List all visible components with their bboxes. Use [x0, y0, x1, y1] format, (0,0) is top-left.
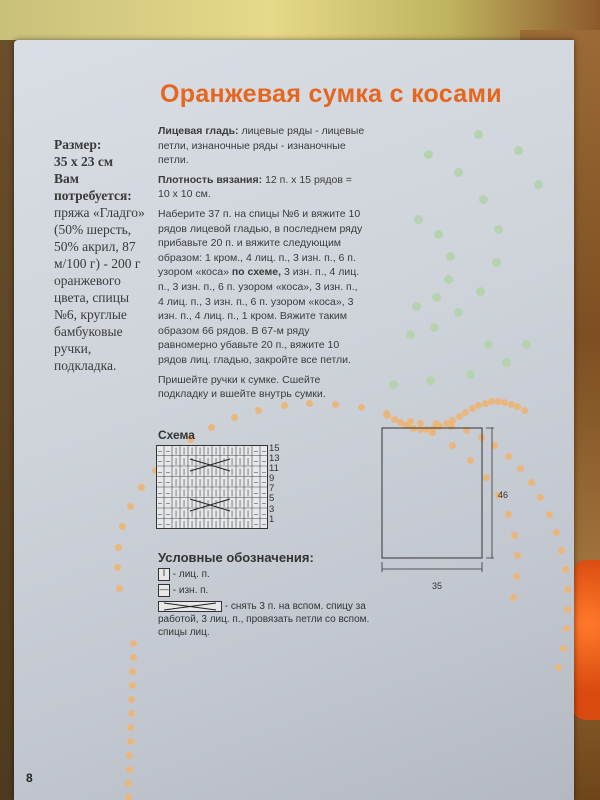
decorative-dot — [127, 503, 134, 510]
chart-knit-cell: | — [247, 479, 249, 487]
chart-knit-cell: | — [183, 490, 185, 497]
decorative-dot — [138, 484, 145, 491]
decorative-dot — [430, 323, 439, 332]
chart-knit-cell: | — [223, 448, 225, 455]
decorative-dot — [128, 696, 135, 703]
decorative-dot — [546, 511, 553, 518]
chart-knit-cell: | — [207, 500, 209, 508]
chart-purl-cell: – — [158, 479, 162, 487]
decorative-dot — [126, 766, 133, 773]
decorative-dot — [116, 585, 123, 592]
chart-knit-cell: | — [199, 448, 201, 455]
legend-title: Условные обозначения: — [158, 550, 314, 565]
instructions-bold: по схеме, — [231, 266, 282, 279]
chart-purl-cell: – — [158, 490, 162, 497]
chart-knit-cell: | — [199, 511, 201, 518]
chart-knit-cell: | — [215, 479, 217, 487]
chart-knit-cell: | — [207, 490, 209, 497]
legend-knit-text: - лиц. п. — [172, 569, 210, 581]
chart-knit-cell: | — [223, 469, 225, 476]
chart-knit-cell: | — [247, 500, 249, 508]
gauge-text: 12 п. х 15 рядов = 10 х 10 см. — [158, 173, 352, 201]
chart-knit-cell: | — [191, 458, 193, 466]
instructions-text-1: Наберите 37 п. на спицы №6 и вяжите 10 рядов лицевой гладью, в последнем ряду прибавьте 20 п. и вяжите следующим образом: 1 кром., 4 лиц. п., 3 изн. п., 6 п. узором «коса» — [158, 207, 363, 279]
chart-knit-cell: | — [223, 458, 225, 466]
needs-label: Вам потребуется: — [54, 171, 132, 203]
decorative-dot — [412, 302, 421, 311]
decorative-dot — [454, 308, 463, 317]
height-dimension-line — [486, 428, 494, 558]
chart-knit-cell: | — [231, 448, 233, 455]
chart-knit-cell: | — [207, 479, 209, 487]
row-number: 7 — [269, 483, 275, 495]
knit-symbol: I — [158, 568, 170, 581]
chart-knit-cell: | — [239, 479, 241, 487]
chart-knit-cell: | — [199, 490, 201, 497]
decorative-dot — [474, 130, 483, 139]
decorative-dot — [466, 370, 475, 379]
chart-knit-cell: | — [175, 511, 177, 518]
decorative-dot — [564, 586, 571, 593]
chart-purl-cell: – — [158, 458, 162, 466]
decorative-dot — [514, 552, 521, 559]
chart-knit-cell: | — [191, 500, 193, 508]
chart-knit-cell: | — [231, 490, 233, 497]
decorative-dot — [494, 225, 503, 234]
chart-purl-cell: – — [262, 448, 266, 455]
chart-knit-cell: | — [183, 479, 185, 487]
decorative-dot — [521, 407, 528, 414]
chart-knit-cell: | — [207, 511, 209, 518]
cable-symbol-icon — [158, 601, 222, 612]
chart-knit-cell: | — [223, 511, 225, 518]
size-value: 35 x 23 см — [54, 154, 114, 169]
chart-purl-cell: – — [158, 469, 162, 476]
chart-knit-cell: | — [231, 479, 233, 487]
decorative-dot — [488, 398, 495, 405]
decorative-dot — [505, 511, 512, 518]
chart-purl-cell: – — [254, 521, 258, 529]
legend-purl — [158, 584, 208, 597]
decorative-dot — [505, 453, 512, 460]
chart-knit-cell: | — [239, 511, 241, 518]
chart-knit-cell: | — [183, 521, 185, 529]
decorative-dot — [555, 664, 562, 671]
decorative-dot — [432, 293, 441, 302]
decorative-dot — [129, 682, 136, 689]
chart-knit-cell: | — [175, 490, 177, 497]
chart-knit-cell: | — [247, 469, 249, 476]
chart-knit-cell: | — [199, 479, 201, 487]
chart-knit-cell: | — [207, 469, 209, 476]
decorative-dot — [563, 625, 570, 632]
width-dimension-line — [382, 562, 482, 572]
decorative-dot — [564, 606, 571, 613]
chart-knit-cell: | — [199, 469, 201, 476]
decorative-dot — [553, 529, 560, 536]
chart-knit-cell: | — [247, 490, 249, 497]
decorative-dot — [127, 738, 134, 745]
chart-knit-cell: | — [199, 521, 201, 529]
decorative-dot — [127, 724, 134, 731]
decorative-dot — [454, 168, 463, 177]
yarn-ball — [572, 560, 600, 720]
chart-purl-cell: – — [262, 469, 266, 476]
chart-knit-cell: | — [183, 448, 185, 455]
chart-purl-cell: – — [254, 479, 258, 487]
chart-knit-cell: | — [215, 511, 217, 518]
decorative-dot — [426, 376, 435, 385]
chart-knit-cell: | — [231, 500, 233, 508]
row-number: 11 — [269, 463, 279, 475]
instructions-column — [158, 124, 366, 407]
decorative-dot — [125, 794, 132, 800]
decorative-dot — [130, 654, 137, 661]
decorative-dot — [558, 547, 565, 554]
chart-knit-cell: | — [183, 511, 185, 518]
decorative-dot — [434, 230, 443, 239]
chart-purl-cell: – — [262, 500, 266, 508]
chart-knit-cell: | — [239, 458, 241, 466]
chart-knit-cell: | — [239, 490, 241, 497]
decorative-dot — [462, 409, 469, 416]
chart-purl-cell: – — [158, 521, 162, 529]
decorative-dot — [534, 180, 543, 189]
decorative-dot — [128, 710, 135, 717]
chart-knit-cell: | — [191, 469, 193, 476]
legend-cable-text: - снять 3 п. на вспом. спицу за работой, 3 лиц. п., провязать петли со вспом. спицы лиц. — [158, 601, 370, 638]
chart-knit-cell: | — [223, 479, 225, 487]
chart-knit-cell: | — [183, 500, 185, 508]
chart-knit-cell: | — [223, 490, 225, 497]
chart-knit-cell: | — [175, 479, 177, 487]
chart-knit-cell: | — [191, 479, 193, 487]
row-number: 3 — [269, 503, 275, 515]
chart-purl-cell: – — [166, 511, 170, 518]
row-number: 1 — [269, 513, 275, 525]
chart-purl-cell: – — [254, 458, 258, 466]
chart-purl-cell: – — [166, 479, 170, 487]
legend-cable — [158, 600, 378, 639]
chart-purl-cell: – — [262, 458, 266, 466]
decorative-dot — [384, 412, 391, 419]
chart-purl-cell: – — [262, 521, 266, 529]
chart-knit-cell: | — [175, 469, 177, 476]
chart-purl-cell: – — [254, 500, 258, 508]
chart-knit-cell: | — [215, 521, 217, 529]
chart-purl-cell: – — [254, 448, 258, 455]
row-number: 5 — [269, 493, 275, 505]
decorative-dot — [446, 252, 455, 261]
decorative-dot — [514, 403, 521, 410]
row-number: 15 — [269, 443, 280, 454]
decorative-dot — [389, 380, 398, 389]
legend-purl-text: - изн. п. — [172, 585, 209, 597]
decorative-dot — [476, 287, 485, 296]
chart-knit-cell: | — [239, 500, 241, 508]
chart-knit-cell: | — [231, 511, 233, 518]
materials-text: пряжа «Гладго» (50% шерсть, 50% акрил, 87 м/100 г) - 200 г оранжевого цвета, спицы №6, круглые бамбуковые ручки, подкладка. — [54, 205, 145, 373]
decorative-dot — [208, 424, 215, 431]
decorative-dot — [514, 146, 523, 155]
size-label: Размер: — [54, 137, 102, 152]
chart-knit-cell: | — [191, 521, 193, 529]
decorative-dot — [119, 523, 126, 530]
chart-knit-cell: | — [215, 469, 217, 476]
stitch-text: лицевые ряды - лицевые петли, изнаночные ряды - изнаночные петли. — [158, 125, 365, 167]
chart-purl-cell: – — [158, 500, 162, 508]
chart-purl-cell: – — [254, 469, 258, 476]
chart-row-numbers — [269, 444, 280, 525]
chart-purl-cell: – — [166, 458, 170, 466]
chart-purl-cell: – — [262, 511, 266, 518]
legend-knit — [158, 568, 210, 581]
chart-knit-cell: | — [239, 521, 241, 529]
height-label: 46 — [498, 490, 509, 500]
chart-knit-cell: | — [231, 458, 233, 466]
decorative-dot — [444, 275, 453, 284]
decorative-dot — [130, 640, 137, 647]
chart-knit-cell: | — [247, 511, 249, 518]
chart-knit-cell: | — [207, 448, 209, 455]
decorative-dot — [424, 150, 433, 159]
decorative-dot — [126, 752, 133, 759]
chart-purl-cell: – — [166, 490, 170, 497]
bag-size-diagram — [374, 422, 504, 592]
width-label: 35 — [432, 581, 443, 591]
decorative-dot — [517, 465, 524, 472]
decorative-dot — [502, 358, 511, 367]
chart-purl-cell: – — [166, 521, 170, 529]
page-number: 8 — [26, 771, 33, 785]
instructions-text-2: 3 изн. п., 4 лиц. п., 3 изн. п., 6 п. узором «коса», 3 изн. п., 4 лиц. п., 3 изн. п., 6 п. узором «коса», 3 изн. п., 4 лиц. п., 1 кром. Вяжите таким образом 66 рядов. В 67-м ряду равномерно убавьте 20 п., вяжите 10 рядов лиц. гладью, закройте все петли. — [158, 266, 360, 366]
chart-knit-cell: | — [207, 458, 209, 466]
chart-knit-cell: | — [175, 500, 177, 508]
chart-knit-cell: | — [183, 469, 185, 476]
scheme-title: Схема — [158, 428, 195, 442]
finishing-paragraph: Пришейте ручки к сумке. Сшейте подкладку и вшейте внутрь сумки. — [158, 373, 326, 401]
knitting-chart — [156, 445, 268, 529]
chart-knit-cell: | — [175, 521, 177, 529]
decorative-dot — [513, 573, 520, 580]
chart-purl-cell: – — [254, 511, 258, 518]
decorative-dot — [475, 402, 482, 409]
chart-knit-cell: | — [223, 500, 225, 508]
decorative-dot — [560, 645, 567, 652]
chart-knit-cell: | — [207, 521, 209, 529]
decorative-dot — [511, 532, 518, 539]
chart-knit-cell: | — [239, 448, 241, 455]
decorative-dot — [522, 340, 531, 349]
decorative-dot — [414, 215, 423, 224]
decorative-dot — [528, 479, 535, 486]
bag-outline — [382, 428, 482, 558]
chart-knit-cell: | — [183, 458, 185, 466]
decorative-dot — [484, 340, 493, 349]
decorative-dot — [114, 564, 121, 571]
decorative-dot — [125, 780, 132, 787]
chart-knit-cell: | — [199, 458, 201, 466]
chart-knit-cell: | — [231, 521, 233, 529]
decorative-dot — [255, 407, 262, 414]
chart-knit-cell: | — [215, 490, 217, 497]
decorative-dot — [501, 399, 508, 406]
decorative-dot — [129, 668, 136, 675]
chart-knit-cell: | — [215, 458, 217, 466]
chart-knit-cell: | — [223, 521, 225, 529]
chart-knit-cell: | — [247, 458, 249, 466]
chart-knit-cell: | — [215, 500, 217, 508]
chart-knit-cell: | — [247, 521, 249, 529]
chart-purl-cell: – — [262, 479, 266, 487]
row-number: 13 — [269, 453, 280, 465]
decorative-dot — [115, 544, 122, 551]
page-title: Оранжевая сумка с косами — [160, 80, 502, 108]
decorative-dot — [510, 594, 517, 601]
decorative-dot — [492, 258, 501, 267]
decorative-dot — [537, 494, 544, 501]
stitch-label: Лицевая гладь: — [158, 125, 239, 137]
stitch-paragraph — [158, 124, 366, 168]
row-number: 9 — [269, 473, 275, 485]
chart-knit-cell: | — [215, 448, 217, 455]
chart-knit-cell: | — [239, 469, 241, 476]
chart-knit-cell: | — [247, 448, 249, 455]
chart-purl-cell: – — [158, 511, 162, 518]
decorative-dot — [406, 330, 415, 339]
purl-symbol: — — [158, 584, 170, 597]
chart-knit-cell: | — [199, 500, 201, 508]
chart-knit-cell: | — [175, 458, 177, 466]
chart-knit-cell: | — [191, 511, 193, 518]
chart-purl-cell: – — [166, 469, 170, 476]
instructions-paragraph — [158, 207, 366, 368]
decorative-dot — [231, 414, 238, 421]
chart-purl-cell: – — [262, 490, 266, 497]
left-column — [54, 136, 154, 374]
chart-purl-cell: – — [166, 448, 170, 455]
chart-knit-cell: | — [175, 448, 177, 455]
chart-purl-cell: – — [158, 448, 162, 455]
chart-purl-cell: – — [254, 490, 258, 497]
gauge-paragraph — [158, 173, 366, 202]
decorative-dot — [479, 195, 488, 204]
chart-knit-cell: | — [191, 448, 193, 455]
gauge-label: Плотность вязания: — [158, 173, 263, 186]
chart-knit-cell: | — [231, 469, 233, 476]
decorative-dot — [562, 566, 569, 573]
chart-purl-cell: – — [166, 500, 170, 508]
magazine-page — [14, 40, 574, 800]
chart-knit-cell: | — [191, 490, 193, 497]
